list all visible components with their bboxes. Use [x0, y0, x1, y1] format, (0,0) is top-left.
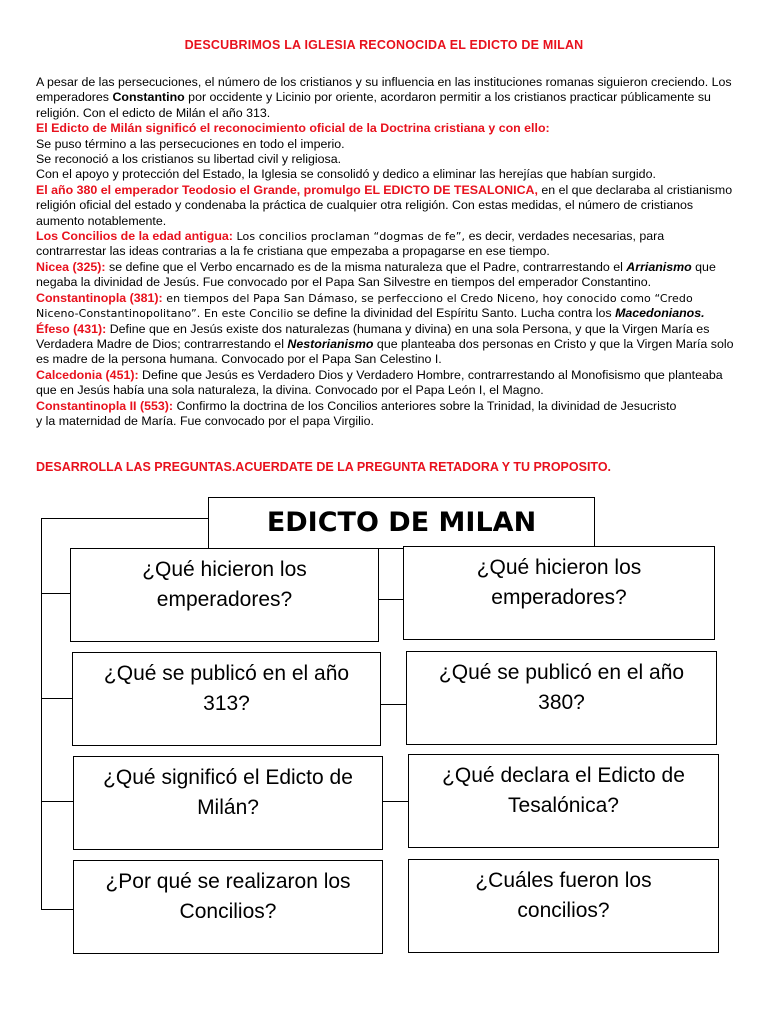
question-box-right-4[interactable]: ¿Cuáles fueron los concilios?	[408, 859, 719, 953]
intro-paragraph: A pesar de las persecuciones, el número de los cristianos y su influencia en las instituciones romanas siguieron creciendo. Los emperadores Constantino por occidente y Licinio por oriente, acordaron permitir a los cristianos practicar públicamente su religión. Con el edicto de Milán el año 313.	[36, 75, 732, 120]
nicea-paragraph: Nicea (325): se define que el Verbo encarnado es de la misma naturaleza que el Padre, contrarrestando el Arrianismo que negaba la divinidad de Jesús. Fue convocado por el Papa San Silvestre en tiempos del emperador Constantino.	[36, 259, 716, 290]
body-text	[36, 75, 736, 429]
diagram-header: EDICTO DE MILAN	[208, 497, 595, 549]
constantinopla-553-line-2: y la maternidad de María. Fue convocado por el papa Virgilio.	[36, 413, 374, 428]
milan-line-3: Con el apoyo y protección del Estado, la Iglesia se consolidó y dedico a eliminar las herejías que habían surgido.	[36, 167, 656, 182]
page-title: DESCUBRIMOS LA IGLESIA RECONOCIDA EL EDICTO DE MILAN	[184, 38, 584, 52]
connector-line	[383, 801, 408, 802]
connector-line	[41, 593, 71, 594]
constantinopla-553-paragraph: Constantinopla II (553): Confirmo la doctrina de los Concilios anteriores sobre la Trinidad, la divinidad de Jesucristo	[36, 398, 677, 413]
connector-line	[41, 698, 72, 699]
connector-line	[41, 801, 73, 802]
task-instruction: DESARROLLA LAS PREGUNTAS.ACUERDATE DE LA PREGUNTA RETADORA Y TU PROPOSITO.	[36, 460, 612, 474]
question-box-right-3[interactable]: ¿Qué declara el Edicto de Tesalónica?	[408, 754, 719, 848]
connector-line	[41, 518, 42, 910]
connector-line	[378, 599, 403, 600]
question-box-right-1[interactable]: ¿Qué hicieron los emperadores?	[403, 546, 715, 640]
concilios-paragraph: Los Concilios de la edad antigua: Los concilios proclaman “dogmas de fe”, es decir, verdades necesarias, para contrarrestar las ideas contrarias a la fe cristiana que empezaba a propagarse en ese tiempo.	[36, 229, 665, 259]
connector-line	[41, 518, 208, 519]
connector-line	[380, 704, 406, 705]
efeso-paragraph: Éfeso (431): Define que en Jesús existe dos naturalezas (humana y divina) en una sola Persona, y que la Virgen María es Verdadera Madre de Dios; contrarrestando el Nestorianismo que planteaba dos personas en Cristo y que la Virgen María solo es madre de la persona humana. Convocado por el Papa San Celestino I.	[36, 321, 734, 367]
question-box-right-2[interactable]: ¿Qué se publicó en el año 380?	[406, 651, 717, 745]
milan-line-2: Se reconoció a los cristianos su libertad civil y religiosa.	[36, 152, 342, 167]
question-box-left-2[interactable]: ¿Qué se publicó en el año 313?	[72, 652, 381, 746]
constantinopla-381-paragraph: Constantinopla (381): en tiempos del Papa San Dámaso, se perfecciono el Credo Niceno, hoy conocido como “Credo Niceno-Constantinopolitano”. En este Concilio se define la divinidad del Espíritu Santo. Lucha contra los Macedonianos.	[36, 290, 705, 321]
question-box-left-4[interactable]: ¿Por qué se realizaron los Concilios?	[73, 860, 383, 954]
calcedonia-paragraph: Calcedonia (451): Define que Jesús es Verdadero Dios y Verdadero Hombre, contrarrestando al Monofisismo que planteaba que en Jesús había una sola naturaleza, la divina. Convocado por el Papa León I, el Magno.	[36, 367, 723, 398]
milan-line-1: Se puso término a las persecuciones en todo el imperio.	[36, 136, 345, 151]
question-box-left-3[interactable]: ¿Qué significó el Edicto de Milán?	[73, 756, 383, 850]
question-box-left-1[interactable]: ¿Qué hicieron los emperadores?	[70, 548, 379, 642]
connector-line	[41, 909, 73, 910]
milan-heading: El Edicto de Milán significó el reconocimiento oficial de la Doctrina cristiana y con ello:	[36, 121, 550, 136]
teodosio-paragraph: El año 380 el emperador Teodosio el Grande, promulgo EL EDICTO DE TESALONICA, en el que declaraba al cristianismo religión oficial del estado y condenaba la práctica de cualquier otra religión. Con estas medidas, el número de cristianos aumento notablemente.	[36, 182, 733, 228]
